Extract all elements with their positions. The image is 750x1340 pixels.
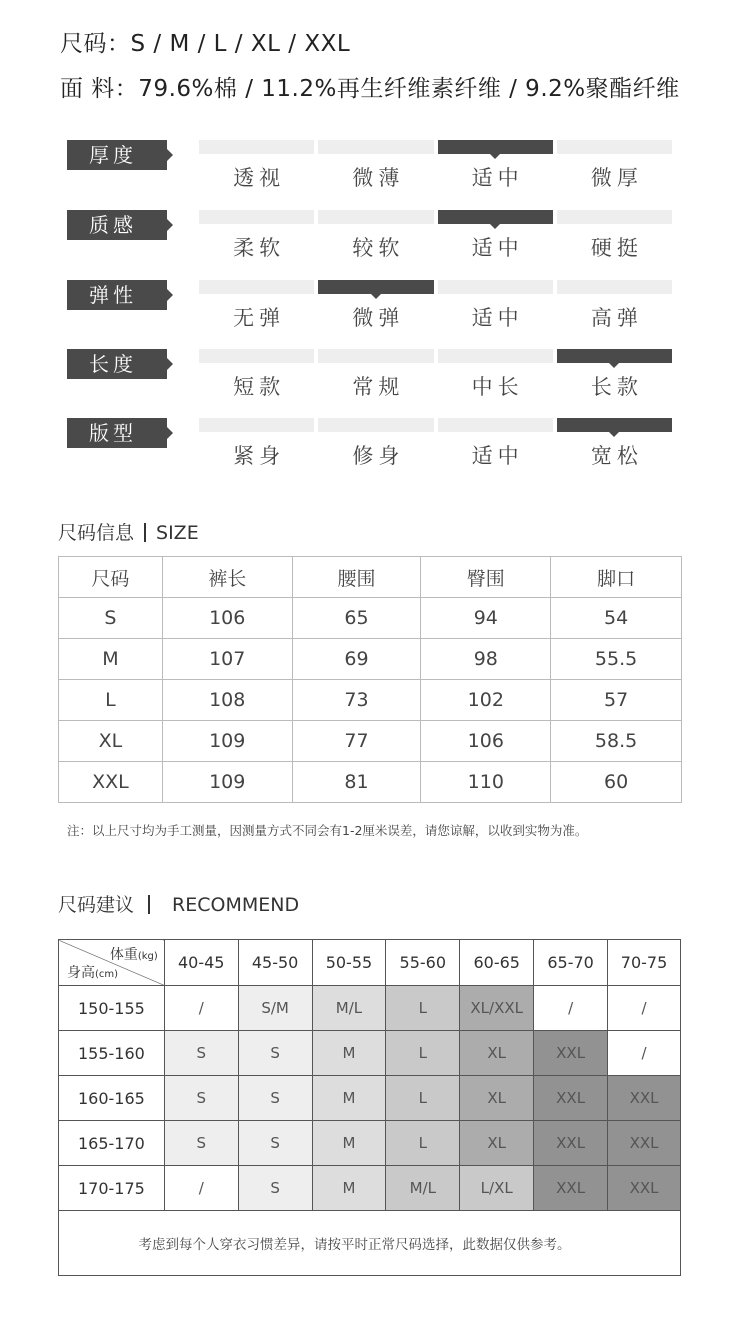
size-cell: 57	[551, 680, 682, 721]
title-divider	[148, 895, 150, 914]
weight-header-cell: 50-55	[312, 940, 386, 986]
attribute-option	[199, 210, 314, 270]
option-label: 宽松	[590, 444, 643, 468]
attribute-option	[557, 280, 672, 340]
size-row	[59, 721, 682, 762]
option-label: 适中	[471, 444, 524, 468]
size-note: 注：以上尺寸均为手工测量，因测量方式不同会有1-2厘米误差，请您谅解，以收到实物为准。	[67, 823, 588, 838]
size-cell: 54	[551, 598, 682, 639]
size-cell: M	[59, 639, 163, 680]
recommend-cell: XL/XXL	[460, 986, 534, 1031]
recommend-cell: /	[534, 986, 608, 1031]
attribute-option	[318, 349, 433, 409]
scale-bar	[199, 210, 314, 224]
recommend-cell: /	[608, 1031, 681, 1076]
scale-bar	[438, 349, 553, 363]
attribute-scale	[199, 210, 672, 270]
size-header-cell: 脚口	[551, 557, 682, 598]
recommend-title	[58, 890, 299, 917]
attribute-label: 长度	[67, 349, 167, 379]
scale-bar	[199, 418, 314, 432]
recommend-cell: /	[164, 986, 238, 1031]
scale-bar	[557, 140, 672, 154]
size-header-cell: 臀围	[421, 557, 551, 598]
attribute-option	[318, 210, 433, 270]
recommend-cell: M	[312, 1076, 386, 1121]
size-cell: 81	[292, 762, 421, 803]
attribute-scale	[199, 418, 672, 478]
size-cell: 73	[292, 680, 421, 721]
recommend-header-row	[59, 940, 681, 986]
height-header-cell: 165-170	[59, 1121, 165, 1166]
recommend-footer: 考虑到每个人穿衣习惯差异，请按平时正常尺码选择，此数据仅供参考。	[59, 1211, 681, 1276]
size-cell: L	[59, 680, 163, 721]
option-label: 柔软	[233, 236, 286, 260]
size-table	[58, 556, 682, 803]
recommend-cell: S	[238, 1166, 312, 1211]
recommend-cell: L	[386, 1031, 460, 1076]
size-cell: 94	[421, 598, 551, 639]
weight-header-cell: 45-50	[238, 940, 312, 986]
attribute-option-selected	[318, 280, 433, 340]
scale-bar	[318, 280, 433, 294]
attribute-option	[199, 140, 314, 200]
attribute-scale	[199, 349, 672, 409]
weight-header-cell: 60-65	[460, 940, 534, 986]
size-header-row	[59, 557, 682, 598]
size-header-cell: 腰围	[292, 557, 421, 598]
scale-bar	[438, 280, 553, 294]
size-info-title-cn: 尺码信息	[58, 522, 135, 544]
weight-header-cell: 40-45	[164, 940, 238, 986]
recommend-cell: L	[386, 986, 460, 1031]
recommend-cell: XXL	[534, 1166, 608, 1211]
attribute-option	[318, 140, 433, 200]
recommend-footer-row	[59, 1211, 681, 1276]
recommend-cell: L/XL	[460, 1166, 534, 1211]
attribute-label: 弹性	[67, 280, 167, 310]
option-label: 短款	[233, 375, 286, 399]
scale-bar	[557, 210, 672, 224]
attribute-option	[318, 418, 433, 478]
recommend-cell: XL	[460, 1121, 534, 1166]
size-cell: 110	[421, 762, 551, 803]
option-label: 无弹	[233, 306, 286, 330]
attribute-option	[199, 280, 314, 340]
attribute-option-selected	[557, 349, 672, 409]
size-cell: 55.5	[551, 639, 682, 680]
scale-bar	[557, 280, 672, 294]
recommend-cell: XXL	[608, 1121, 681, 1166]
recommend-table	[58, 939, 681, 1276]
recommend-cell: /	[608, 986, 681, 1031]
size-cell: 69	[292, 639, 421, 680]
option-label: 中长	[471, 375, 524, 399]
weight-header-cell: 70-75	[608, 940, 681, 986]
recommend-cell: XXL	[534, 1121, 608, 1166]
fabric-line: 面 料：79.6%棉 / 11.2%再生纤维素纤维 / 9.2%聚酯纤维	[60, 76, 680, 102]
recommend-cell: S	[164, 1076, 238, 1121]
size-info-title	[58, 518, 199, 545]
recommend-row	[59, 1031, 681, 1076]
attribute-scale	[199, 140, 672, 200]
recommend-cell: XXL	[534, 1031, 608, 1076]
scale-bar	[318, 140, 433, 154]
attribute-row	[67, 349, 687, 409]
recommend-cell: S	[238, 1076, 312, 1121]
recommend-row	[59, 1076, 681, 1121]
scale-bar	[438, 418, 553, 432]
recommend-cell: /	[164, 1166, 238, 1211]
recommend-title-cn: 尺码建议	[58, 894, 135, 916]
recommend-cell: M/L	[312, 986, 386, 1031]
attribute-row	[67, 280, 687, 340]
recommend-cell: XXL	[534, 1076, 608, 1121]
scale-bar	[557, 349, 672, 363]
option-label: 适中	[471, 166, 524, 190]
size-cell: XL	[59, 721, 163, 762]
size-header-cell: 尺码	[59, 557, 163, 598]
size-cell: S	[59, 598, 163, 639]
scale-bar	[199, 280, 314, 294]
size-info-title-en: SIZE	[156, 522, 199, 544]
recommend-cell: L	[386, 1121, 460, 1166]
attribute-option	[438, 349, 553, 409]
attribute-label: 质感	[67, 210, 167, 240]
height-header-cell: 150-155	[59, 986, 165, 1031]
attribute-option	[557, 140, 672, 200]
recommend-cell: M/L	[386, 1166, 460, 1211]
attribute-option	[438, 280, 553, 340]
size-cell: 58.5	[551, 721, 682, 762]
recommend-title-en: RECOMMEND	[172, 894, 300, 916]
recommend-cell: M	[312, 1031, 386, 1076]
size-cell: 108	[162, 680, 292, 721]
scale-bar	[199, 140, 314, 154]
recommend-cell: S/M	[238, 986, 312, 1031]
attribute-option	[557, 210, 672, 270]
height-header-cell: 160-165	[59, 1076, 165, 1121]
option-label: 高弹	[590, 306, 643, 330]
scale-bar	[557, 418, 672, 432]
recommend-cell: M	[312, 1166, 386, 1211]
attribute-option-selected	[438, 140, 553, 200]
attribute-option-selected	[438, 210, 553, 270]
size-cell: 65	[292, 598, 421, 639]
scale-bar	[438, 210, 553, 224]
recommend-cell: S	[238, 1031, 312, 1076]
scale-bar	[318, 418, 433, 432]
scale-bar	[318, 349, 433, 363]
attribute-row	[67, 210, 687, 270]
size-row	[59, 762, 682, 803]
attribute-option	[438, 418, 553, 478]
recommend-row	[59, 1166, 681, 1211]
option-label: 微薄	[352, 166, 405, 190]
size-cell: 102	[421, 680, 551, 721]
size-cell: 77	[292, 721, 421, 762]
size-row	[59, 598, 682, 639]
option-label: 透视	[233, 166, 286, 190]
size-cell: 98	[421, 639, 551, 680]
recommend-cell: M	[312, 1121, 386, 1166]
weight-header-cell: 65-70	[534, 940, 608, 986]
recommend-cell: S	[238, 1121, 312, 1166]
option-label: 硬挺	[590, 236, 643, 260]
size-cell: 60	[551, 762, 682, 803]
attribute-row	[67, 140, 687, 200]
size-range-line: 尺码：S / M / L / XL / XXL	[60, 31, 351, 57]
option-label: 适中	[471, 306, 524, 330]
size-row	[59, 680, 682, 721]
size-row	[59, 639, 682, 680]
attribute-option-selected	[557, 418, 672, 478]
option-label: 微弹	[352, 306, 405, 330]
recommend-cell: S	[164, 1121, 238, 1166]
weight-axis-label: 体重(kg)	[109, 947, 158, 963]
size-cell: 106	[421, 721, 551, 762]
option-label: 常规	[352, 375, 405, 399]
attribute-row	[67, 418, 687, 478]
attribute-option	[199, 349, 314, 409]
recommend-cell: XXL	[608, 1166, 681, 1211]
attribute-option	[199, 418, 314, 478]
height-axis-label: 身高(cm)	[67, 965, 119, 981]
size-cell: 109	[162, 721, 292, 762]
recommend-row	[59, 986, 681, 1031]
size-cell: XXL	[59, 762, 163, 803]
scale-bar	[199, 349, 314, 363]
option-label: 适中	[471, 236, 524, 260]
recommend-cell: S	[164, 1031, 238, 1076]
height-header-cell: 155-160	[59, 1031, 165, 1076]
recommend-cell: L	[386, 1076, 460, 1121]
attribute-scale	[199, 280, 672, 340]
option-label: 较软	[352, 236, 405, 260]
option-label: 修身	[352, 444, 405, 468]
scale-bar	[438, 140, 553, 154]
recommend-row	[59, 1121, 681, 1166]
recommend-cell: XL	[460, 1076, 534, 1121]
corner-cell	[59, 940, 165, 986]
title-divider	[144, 523, 146, 542]
recommend-cell: XXL	[608, 1076, 681, 1121]
size-cell: 107	[162, 639, 292, 680]
option-label: 长款	[590, 375, 643, 399]
attribute-label: 版型	[67, 418, 167, 448]
attribute-label: 厚度	[67, 140, 167, 170]
size-header-cell: 裤长	[162, 557, 292, 598]
recommend-cell: XL	[460, 1031, 534, 1076]
scale-bar	[318, 210, 433, 224]
height-header-cell: 170-175	[59, 1166, 165, 1211]
weight-header-cell: 55-60	[386, 940, 460, 986]
option-label: 紧身	[233, 444, 286, 468]
size-cell: 106	[162, 598, 292, 639]
option-label: 微厚	[590, 166, 643, 190]
size-cell: 109	[162, 762, 292, 803]
